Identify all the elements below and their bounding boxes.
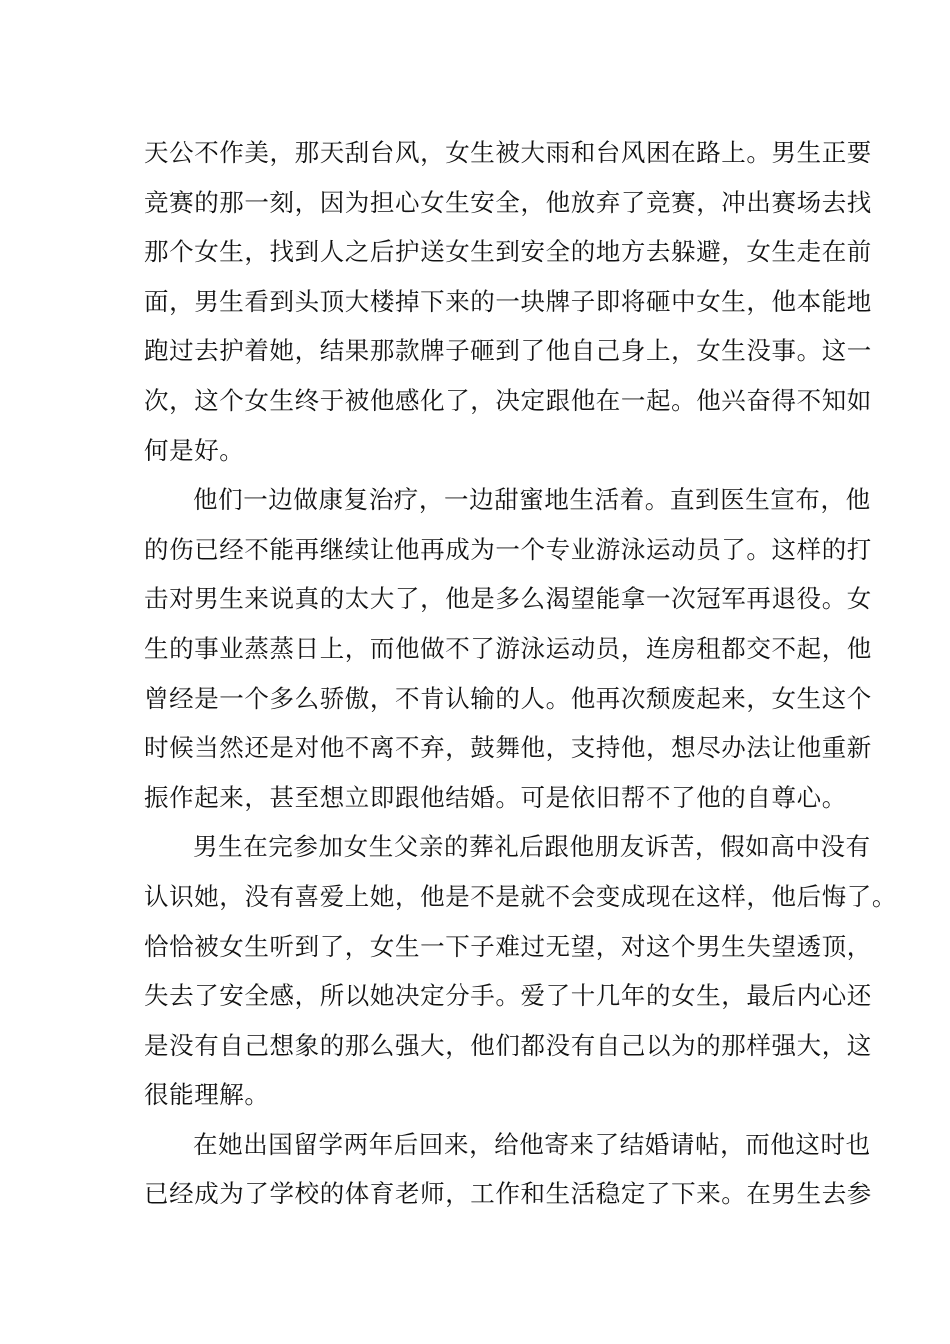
- paragraph: [144, 128, 872, 475]
- text-line: 的伤已经不能再继续让他再成为一个专业游泳运动员了。这样的打: [144, 534, 872, 564]
- text-line: 跑过去护着她，结果那款牌子砸到了他自己身上，女生没事。这一: [144, 336, 872, 366]
- text-line: 认识她，没有喜爱上她，他是不是就不会变成现在这样，他后悔了。: [144, 881, 897, 911]
- text-line: 在她出国留学两年后回来，给他寄来了结婚请帖，而他这时也: [193, 1129, 871, 1159]
- text-line: 他们一边做康复治疗，一边甜蜜地生活着。直到医生宣布，他: [193, 485, 871, 515]
- text-line: 失去了安全感，所以她决定分手。爱了十几年的女生，最后内心还: [144, 981, 872, 1011]
- text-line: 时候当然还是对他不离不弃，鼓舞他，支持他，想尽办法让他重新: [144, 733, 872, 763]
- text-line: 男生在完参加女生父亲的葬礼后跟他朋友诉苦，假如高中没有: [193, 832, 871, 862]
- text-line: 曾经是一个多么骄傲，不肯认输的人。他再次颓废起来，女生这个: [144, 683, 872, 713]
- text-line: 击对男生来说真的太大了，他是多么渴望能拿一次冠军再退役。女: [144, 584, 872, 614]
- text-line: 振作起来，甚至想立即跟他结婚。可是依旧帮不了他的自尊心。: [144, 782, 847, 812]
- text-line: 恰恰被女生听到了，女生一下子难过无望，对这个男生失望透顶，: [144, 931, 872, 961]
- document-body: [144, 128, 897, 1219]
- text-line: 次，这个女生终于被他感化了，决定跟他在一起。他兴奋得不知如: [144, 385, 872, 415]
- text-line: 已经成为了学校的体育老师，工作和生活稳定了下来。在男生去参: [144, 1179, 872, 1209]
- text-line: 天公不作美，那天刮台风，女生被大雨和台风困在路上。男生正要: [144, 138, 872, 167]
- text-line: 何是好。: [144, 435, 245, 465]
- text-line: 那个女生，找到人之后护送女生到安全的地方去躲避，女生走在前: [144, 237, 872, 267]
- text-line: 竞赛的那一刻，因为担心女生安全，他放弃了竞赛，冲出赛场去找: [144, 187, 872, 217]
- text-line: 生的事业蒸蒸日上，而他做不了游泳运动员，连房租都交不起，他: [144, 633, 872, 663]
- text-line: 很能理解。: [144, 1080, 270, 1110]
- paragraph: [144, 1120, 872, 1219]
- text-line: 面，男生看到头顶大楼掉下来的一块牌子即将砸中女生，他本能地: [144, 286, 872, 316]
- paragraph: [144, 822, 897, 1120]
- text-line: 是没有自己想象的那么强大，他们都没有自己以为的那样强大，这: [144, 1030, 872, 1060]
- paragraph: [144, 475, 872, 822]
